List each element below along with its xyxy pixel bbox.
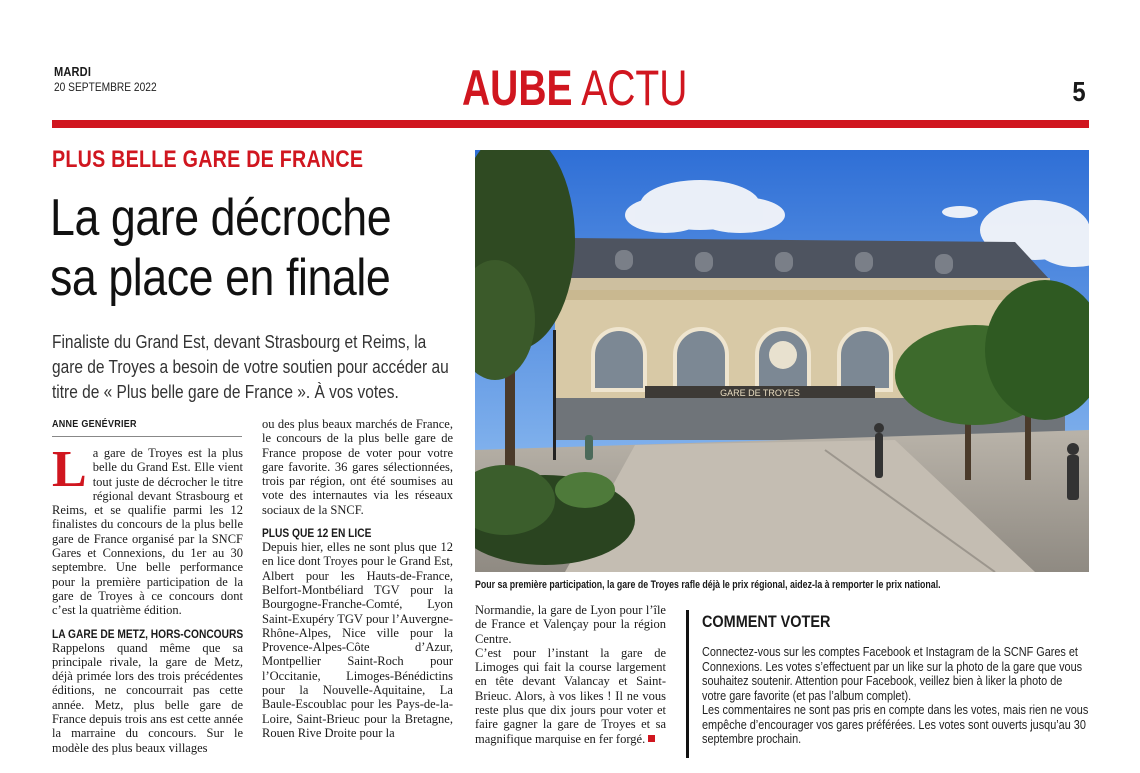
article-column-1 bbox=[52, 441, 244, 755]
article-column-3 bbox=[475, 603, 666, 746]
box-body bbox=[702, 645, 1088, 747]
section-title-light: ACTU bbox=[581, 60, 688, 116]
facade-sign: GARE DE TROYES bbox=[720, 388, 800, 398]
article-headline bbox=[50, 188, 391, 308]
article-column-2 bbox=[262, 417, 453, 740]
box-title: COMMENT VOTER bbox=[702, 612, 831, 631]
byline-rule bbox=[52, 436, 242, 437]
box-vertical-rule bbox=[686, 610, 689, 758]
article-kicker: PLUS BELLE GARE DE FRANCE bbox=[52, 146, 364, 173]
box-paragraph-2: Les commentaires ne sont pas pris en compte dans les votes, mais rien ne vous empêche d’encourager vos gares préférées. Les votes sont ouverts jusqu’au 30 septembre prochain. bbox=[702, 703, 1089, 746]
section-title-bold: AUBE bbox=[462, 60, 573, 116]
header-date: 20 SEPTEMBRE 2022 bbox=[54, 80, 157, 94]
headline-line-1: La gare décroche bbox=[50, 189, 392, 247]
box-paragraph-1: Connectez-vous sur les comptes Facebook et Instagram de la SCNF Gares et Connexions. Les votes s’effectuent par un like sur la photo de la gare que vous souhaitez soutenir. Attention pour Facebook, veillez bien à liker la photo de votre gare favorite (et pas l’album complet). bbox=[702, 645, 1083, 703]
headline-line-2: sa place en finale bbox=[50, 249, 391, 307]
article-paragraph-2a: Rappelons quand même que sa principale rivale, la gare de Metz, déjà primée lors des trois précédentes éditions, ne concourrait pas cette année. Metz, plus belle gare de France depuis trois ans est cette année la marraine du concours. Sur le modèle des plus beaux villages bbox=[52, 640, 243, 755]
subheading-metz: LA GARE DE METZ, HORS-CONCOURS bbox=[52, 626, 244, 641]
subheading-12-en-lice: PLUS QUE 12 EN LICE bbox=[262, 526, 372, 541]
end-mark-icon bbox=[648, 735, 655, 742]
page-number: 5 bbox=[1072, 76, 1086, 107]
article-paragraph-3a: Depuis hier, elles ne sont plus que 12 en lice dont Troyes pour le Grand Est, Albert pour les Hauts-de-France, Belfort-Montbéliard TGV pour la Bourgogne-Franche-Comté, Lyon Saint-Exupéry TGV pour l’Auvergne-Rhône-Alpes, Nice ville pour la Provence-Alpes-Côte d’Azur, Montpellier Saint-Roch pour l’Occitanie, Limoges-Bénédictins pour la Nouvelle-Aquitaine, La Baule-Escoublac pour les Pays-de-la-Loire, Saint-Brieuc pour la Bretagne, Rouen Rive Droite pour la bbox=[262, 540, 453, 740]
station-photo-illustration bbox=[475, 150, 1089, 572]
section-title bbox=[462, 58, 687, 118]
photo-caption: Pour sa première participation, la gare de Troyes rafle déjà le prix régional, aidez-la à remporter le prix national. bbox=[475, 579, 941, 591]
article-chapo: Finaliste du Grand Est, devant Strasbourg et Reims, la gare de Troyes a besoin de votre soutien pour accéder au titre de « Plus belle gare de France ». À vos votes. bbox=[52, 332, 449, 402]
drop-cap: L bbox=[52, 441, 87, 498]
header-day: MARDI bbox=[54, 64, 92, 79]
station-photo bbox=[475, 150, 1089, 572]
article-paragraph-3b: Normandie, la gare de Lyon pour l’île de France et Valençay pour la région Centre. bbox=[475, 603, 666, 646]
article-paragraph-4 bbox=[475, 646, 666, 746]
article-paragraph-2b: ou des plus beaux marchés de France, le concours de la plus belle gare de France propose de voter pour votre gare favorite. 36 gares sélectionnées, trois par région, ont été soumises au vote des internautes via les réseaux sociaux de la SNCF. bbox=[262, 417, 453, 517]
article-byline: ANNE GENÉVRIER bbox=[52, 419, 137, 430]
header-rule bbox=[52, 120, 1089, 128]
article-paragraph-1: a gare de Troyes est la plus belle du Grand Est. Elle vient tout juste de décrocher le titre régional devant Strasbourg et Reims, et se qualifie parmi les 12 finalistes du concours de la plus belle gare de France organisé par la SNCF Gares et Connexions, du 1er au 30 septembre. Une belle performance pour la première participation de la gare de Troyes à ce concours dont c’est la quatrième édition. bbox=[52, 446, 243, 618]
article-paragraph-4-text: C’est pour l’instant la gare de Limoges qui fait la course largement en tête devant Valancay et Saint-Brieuc. Alors, à vos likes ! Il ne vous reste plus que dix jours pour voter et faire gagner la gare de Troyes et sa magnifique marquise en fer forgé. bbox=[475, 645, 666, 746]
